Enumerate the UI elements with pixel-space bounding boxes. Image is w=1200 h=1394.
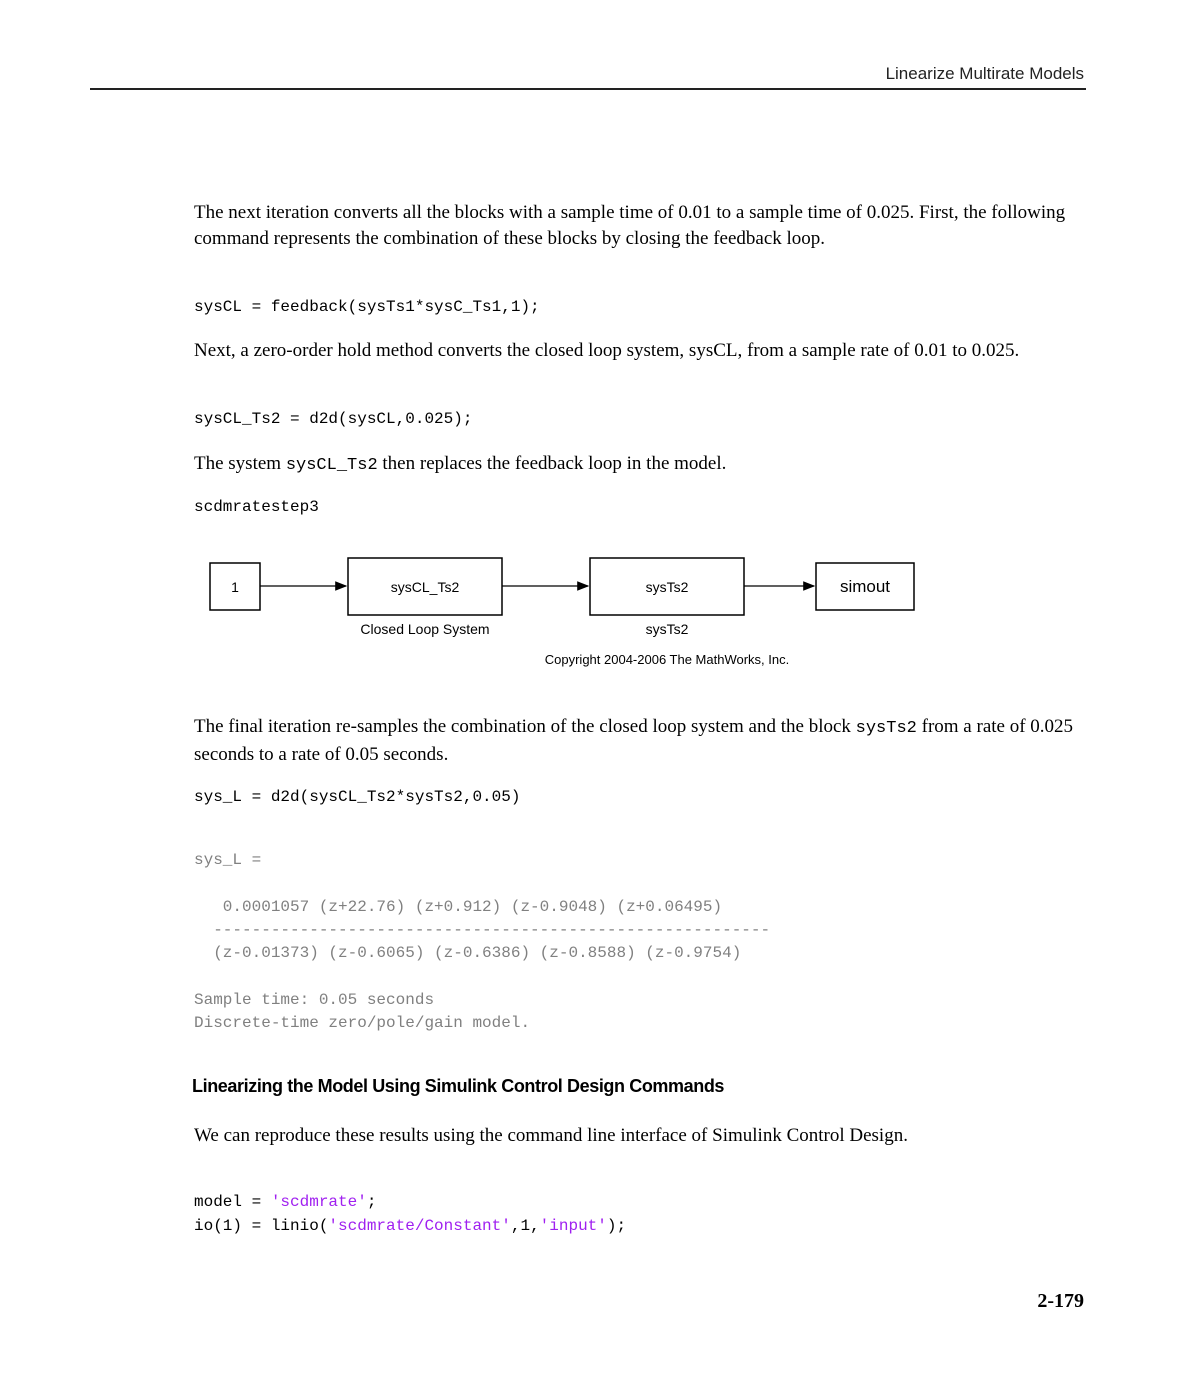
systs2-block-caption: sysTs2	[645, 621, 689, 637]
output-model-type: Discrete-time zero/pole/gain model.	[194, 1014, 531, 1032]
code-string: 'input'	[539, 1217, 607, 1235]
constant-block-value: 1	[231, 579, 239, 595]
code-text: model =	[194, 1193, 271, 1211]
output-label: sys_L =	[194, 851, 262, 869]
paragraph-reproduce-results: We can reproduce these results using the command line interface of Simulink Control Design.	[194, 1125, 908, 1146]
paragraph-system-replaces	[194, 451, 1094, 479]
code-string: 'scdmrate/Constant'	[328, 1217, 511, 1235]
code-feedback-command: sysCL = feedback(sysTs1*sysC_Ts1,1);	[194, 298, 540, 316]
paragraph-zero-order-hold: Next, a zero-order hold method converts the closed loop system, sysCL, from a sample rate of 0.01 to 0.025.	[194, 340, 1020, 361]
paragraph-text: The final iteration re-samples the combination of the closed loop system and the block	[194, 716, 856, 737]
header-rule	[90, 88, 1086, 90]
code-d2d-final: sys_L = d2d(sysCL_Ts2*sysTs2,0.05)	[194, 788, 521, 806]
page-number: 2-179	[1037, 1290, 1084, 1312]
diagram-copyright: Copyright 2004-2006 The MathWorks, Inc.	[544, 652, 790, 667]
closed-loop-system-caption: Closed Loop System	[360, 621, 490, 637]
output-numerator: 0.0001057 (z+22.76) (z+0.912) (z-0.9048) (z+0.06495)	[194, 898, 723, 916]
code-model-assignment	[194, 1191, 376, 1213]
running-header-title: Linearize Multirate Models	[885, 64, 1084, 83]
inline-code: sysTs2	[855, 719, 917, 738]
code-linio-assignment	[194, 1215, 626, 1237]
simulink-block-diagram	[200, 548, 960, 678]
output-sample-time: Sample time: 0.05 seconds	[194, 991, 435, 1009]
section-heading: Linearizing the Model Using Simulink Control Design Commands	[192, 1076, 725, 1096]
paragraph-text: from a rate of 0.025 seconds to a rate of 0.05 seconds.	[194, 716, 1074, 765]
systs2-block-label: sysTs2	[645, 579, 689, 595]
code-model-name: scdmratestep3	[194, 498, 319, 516]
paragraph-text: The system	[194, 453, 286, 474]
code-d2d-command: sysCL_Ts2 = d2d(sysCL,0.025);	[194, 410, 473, 428]
paragraph-text: then replaces the feedback loop in the model.	[377, 453, 727, 474]
inline-code: sysCL_Ts2	[285, 456, 378, 475]
code-text: ,1,	[510, 1217, 540, 1235]
code-text: io(1) = linio(	[194, 1217, 329, 1235]
output-divider: ----------------------------------------------------------	[194, 921, 771, 939]
simout-block-label: simout	[839, 577, 891, 596]
code-text: ;	[366, 1193, 377, 1211]
output-denominator: (z-0.01373) (z-0.6065) (z-0.6386) (z-0.8588) (z-0.9754)	[194, 944, 742, 962]
code-text: );	[606, 1217, 627, 1235]
closed-loop-system-block-label: sysCL_Ts2	[390, 579, 460, 595]
code-string: 'scdmrate'	[270, 1193, 367, 1211]
paragraph-final-iteration	[194, 714, 1094, 768]
paragraph-next-iteration: The next iteration converts all the blocks with a sample time of 0.01 to a sample time of 0.025. First, the following command represents the combination of these blocks by closing the feedback loop.	[194, 202, 1066, 249]
